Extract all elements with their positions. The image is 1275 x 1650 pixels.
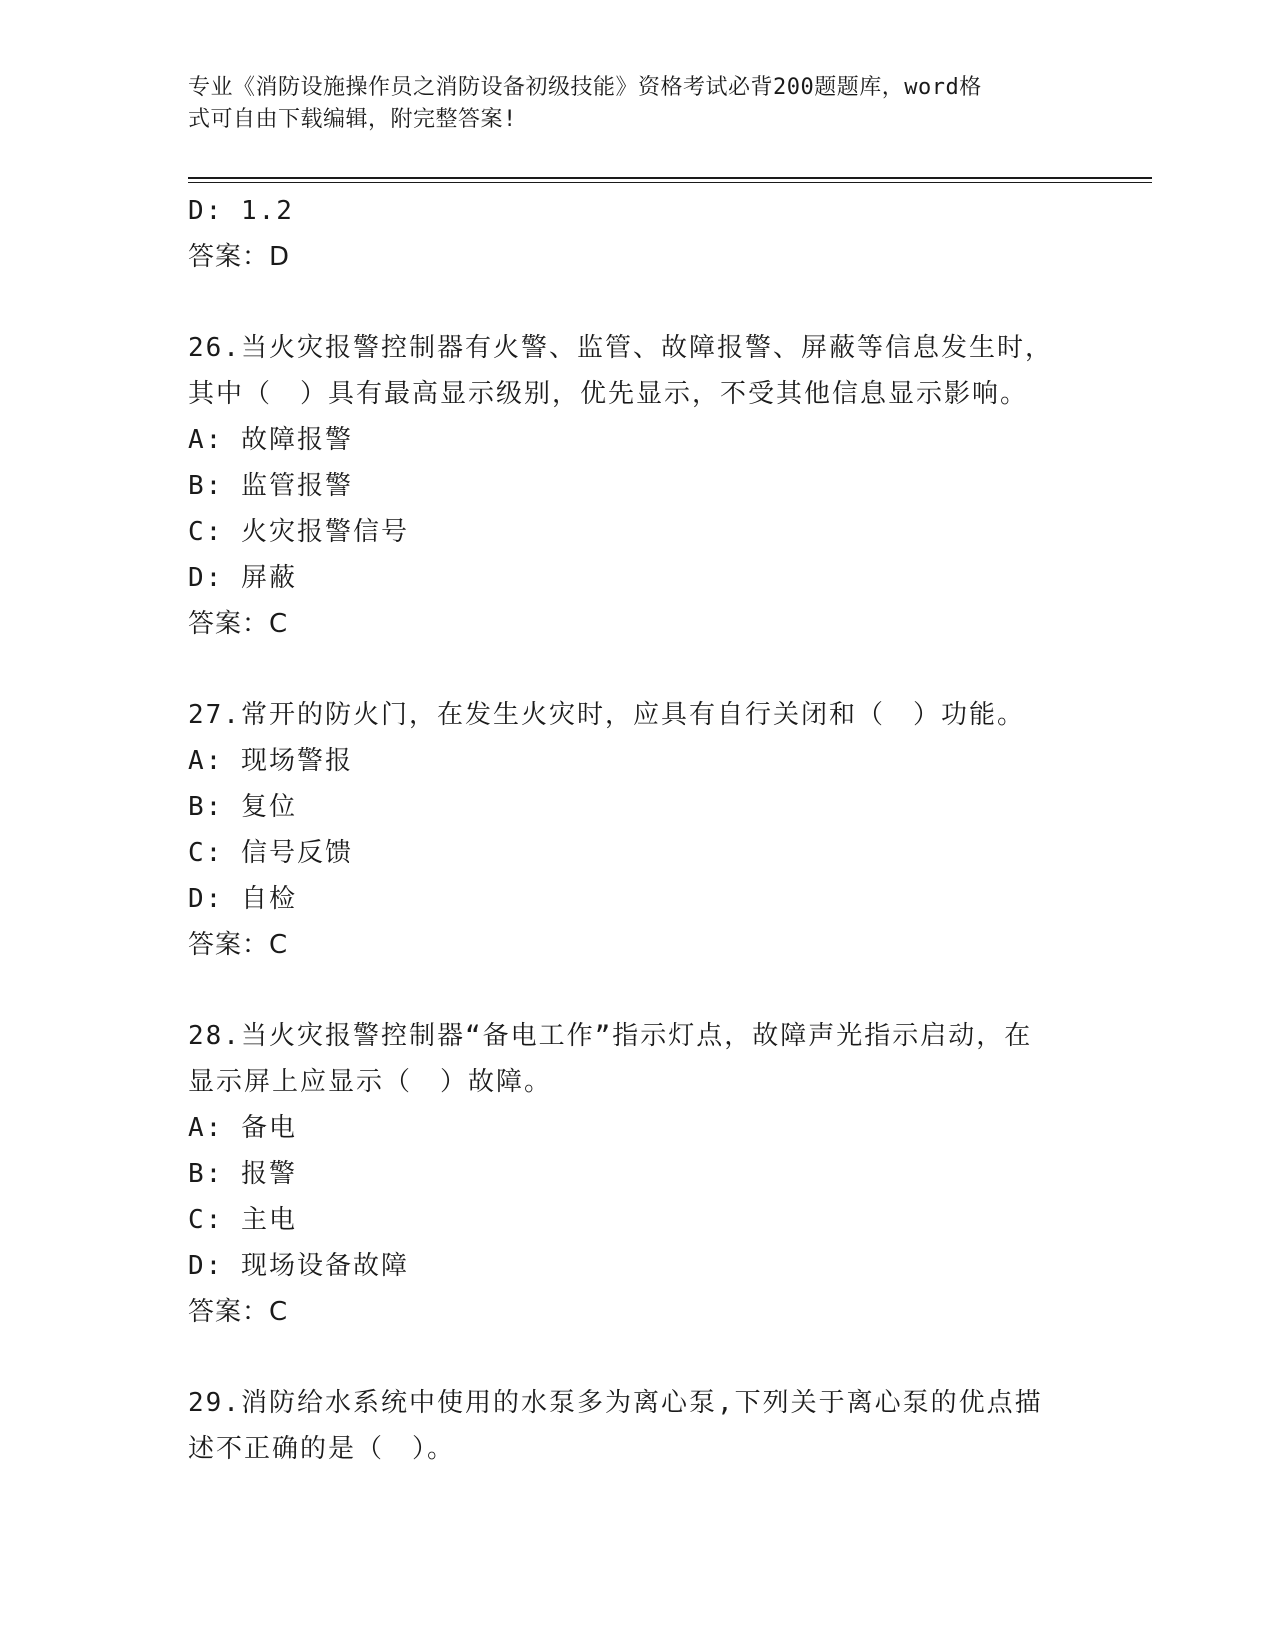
header-rule-thick <box>188 177 1152 179</box>
option-a: A: 现场警报 <box>188 746 353 776</box>
answer: 答案：C <box>188 609 289 639</box>
option-c: C: 火灾报警信号 <box>188 517 409 547</box>
option-b: B: 监管报警 <box>188 471 353 501</box>
option-d: D: 自检 <box>188 884 297 914</box>
option-d: D: 现场设备故障 <box>188 1251 409 1281</box>
prev-answer: 答案：D <box>188 242 291 272</box>
question-26 <box>188 325 1088 647</box>
option-c: C: 主电 <box>188 1205 297 1235</box>
document-header <box>188 72 1088 136</box>
question-27 <box>188 692 1088 968</box>
prev-option-d: D: 1.2 <box>188 196 294 226</box>
question-29 <box>188 1380 1088 1472</box>
question-stem-cont: 其中（ ）具有最高显示级别，优先显示，不受其他信息显示影响。 <box>188 379 1029 409</box>
question-list <box>188 188 1088 1472</box>
question-stem-cont: 述不正确的是（ ）。 <box>188 1434 456 1464</box>
option-b: B: 报警 <box>188 1159 297 1189</box>
header-line-1: 专业《消防设施操作员之消防设备初级技能》资格考试必背200题题库，word格 <box>188 75 982 100</box>
option-d: D: 屏蔽 <box>188 563 297 593</box>
question-stem: 27.常开的防火门，在发生火灾时，应具有自行关闭和（ ）功能。 <box>188 700 1025 730</box>
option-c: C: 信号反馈 <box>188 838 353 868</box>
question-stem-cont: 显示屏上应显示（ ）故障。 <box>188 1067 553 1097</box>
option-a: A: 故障报警 <box>188 425 353 455</box>
question-stem: 26.当火灾报警控制器有火警、监管、故障报警、屏蔽等信息发生时， <box>188 333 1053 363</box>
header-rule-thin <box>188 182 1152 183</box>
header-line-2: 式可自由下载编辑，附完整答案! <box>188 107 517 132</box>
option-b: B: 复位 <box>188 792 297 822</box>
question-stem: 28.当火灾报警控制器“备电工作”指示灯点，故障声光指示启动，在 <box>188 1021 1033 1051</box>
answer: 答案：C <box>188 930 289 960</box>
question-28 <box>188 1013 1088 1335</box>
answer: 答案：C <box>188 1297 289 1327</box>
question-stem: 29.消防给水系统中使用的水泵多为离心泵,下列关于离心泵的优点描 <box>188 1388 1043 1418</box>
option-a: A: 备电 <box>188 1113 297 1143</box>
